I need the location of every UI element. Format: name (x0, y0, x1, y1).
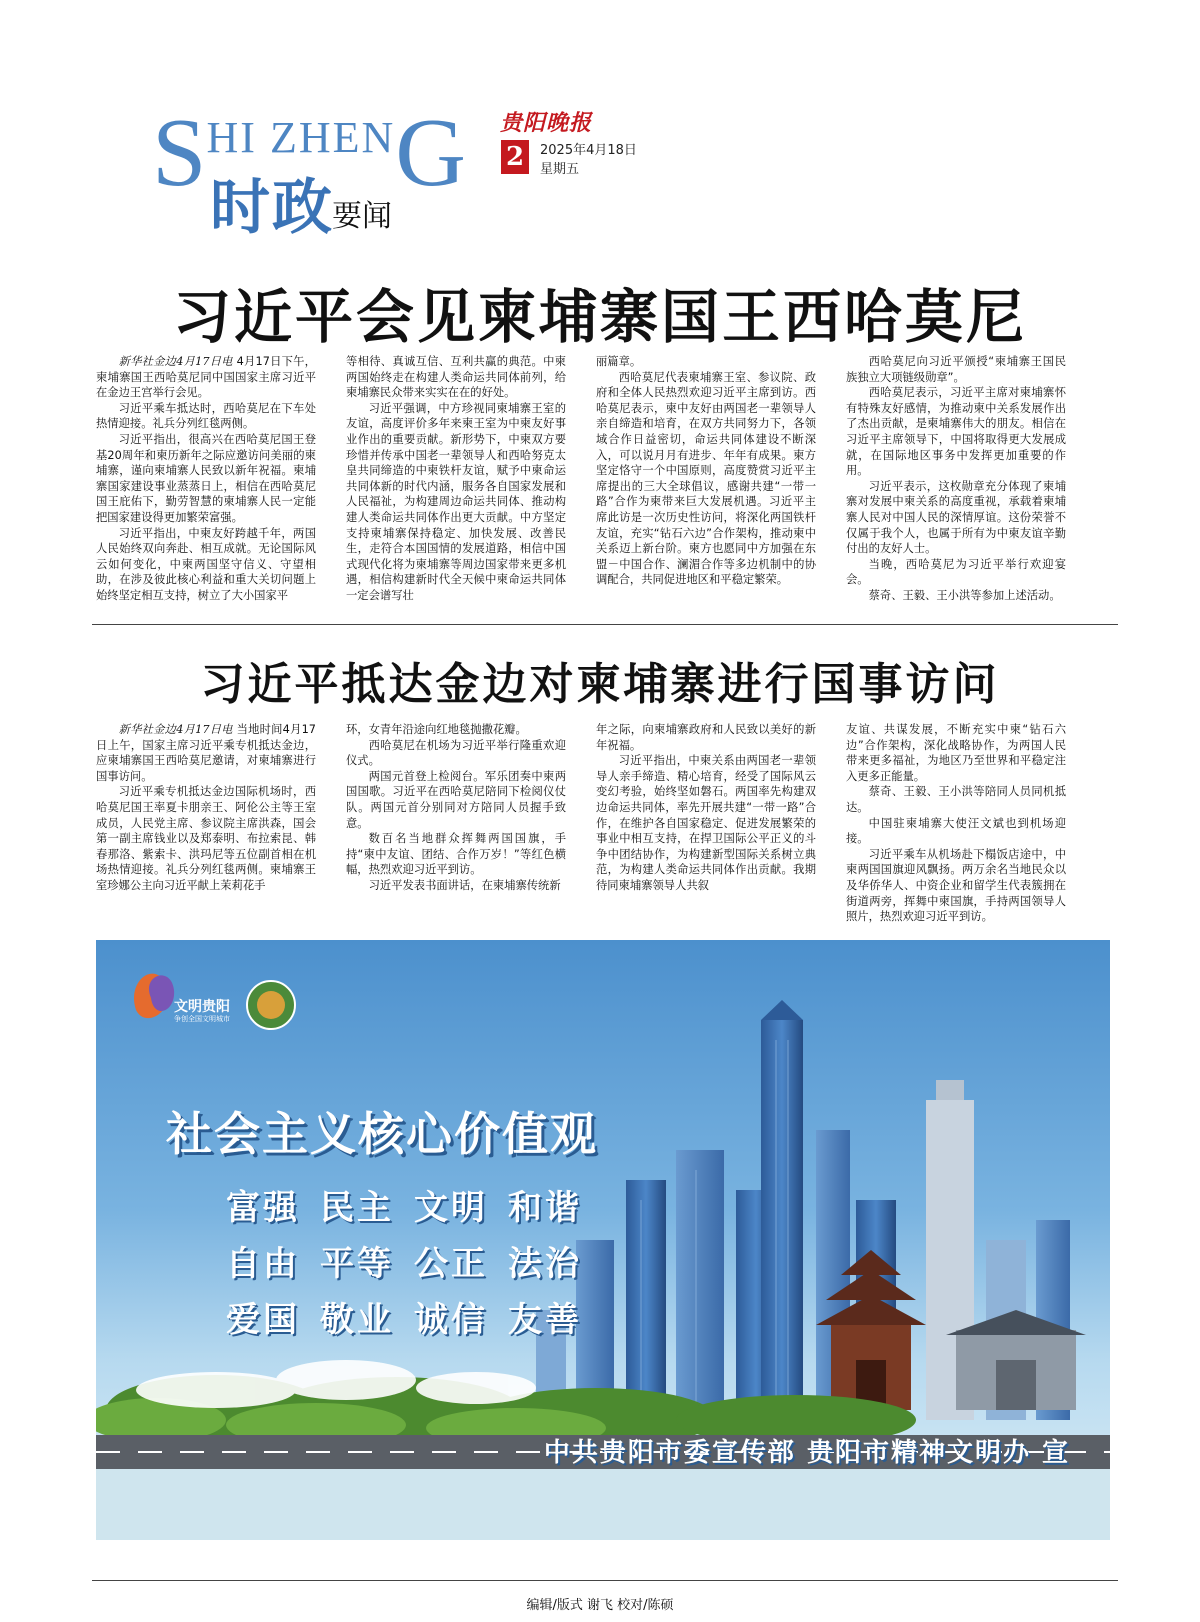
footer-divider (92, 1580, 1118, 1581)
section-title-chinese: 时政 (210, 173, 334, 243)
article-paragraph: 习近平发表书面讲话，在柬埔寨传统新 (368, 878, 561, 892)
article-paragraph: 西哈莫尼向习近平颁授“柬埔寨王国民族独立大项链级勋章”。 (846, 355, 1066, 384)
issue-date: 2025年4月18日 (540, 143, 637, 158)
core-value: 自由 (226, 1244, 300, 1284)
article-paragraph: 蔡奇、王毅、王小洪等陪同人员同机抵达。 (846, 785, 1066, 814)
article-paragraph: 习近平指出，中柬关系由两国老一辈领导人亲手缔造、精心培育，经受了国际风云变幻考验，始终坚如磐石。两国率先构建双边命运共同体，率先开展共建“一带一路”合作，在维护各自国家稳定、促进发展繁荣的事业中相互支持，在捍卫国际公平正义的斗争中团结协作，为构建新型国际关系树立典范，为构建人类命运共同体作出贡献。我期待同柬埔寨领导人共叙 (596, 754, 816, 892)
article-paragraph: 蔡奇、王毅、王小洪等参加上述活动。 (868, 588, 1061, 602)
section-divider (92, 624, 1118, 625)
article1-column-2 (346, 354, 566, 604)
article-paragraph: 习近平指出，很高兴在西哈莫尼国王登基20周年和柬历新年之际应邀访问美丽的柬埔寨，谨向柬埔寨人民致以新年祝福。柬埔寨国家建设事业蒸蒸日上，相信在西哈莫尼国王庇佑下，勤劳智慧的柬埔寨人民一定能把国家建设得更加繁荣富强。 (96, 432, 316, 524)
core-value: 公正 (414, 1244, 488, 1284)
newspaper-logo: 贵阳晚报 (500, 110, 593, 136)
article-paragraph: 数百名当地群众挥舞两国国旗，手持“柬中友谊、团结、合作万岁！”等红色横幅，热烈欢迎习近平到访。 (346, 832, 566, 877)
article2-column-4 (846, 722, 1066, 925)
core-value: 富强 (226, 1188, 300, 1228)
core-value: 诚信 (414, 1300, 488, 1340)
section-subtitle: 要闻 (332, 199, 392, 234)
article1-column-3 (596, 354, 816, 588)
poster-logo-subtext: 争创全国文明城市 (174, 1015, 230, 1023)
core-values-row-2 (226, 1236, 602, 1285)
article-paragraph: 习近平强调，中方珍视同柬埔寨王室的友谊，高度评价多年来柬王室为中柬友好事业作出的重要贡献。新形势下，中柬双方要珍惜并传承中国老一辈领导人和西哈努克太皇共同缔造的中柬铁杆友谊，赋予中柬命运共同体新的时代内涵，服务各自国家发展和人民福祉，为构建周边命运共同体、推动构建人类命运共同体作出更大贡献。中方坚定支持柬埔寨保持稳定、加快发展、改善民生，走符合本国国情的发展道路，相信中国式现代化将为柬埔寨等周边国家带来更多机遇，相信构建新时代全天候中柬命运共同体一定会谱写壮 (346, 401, 566, 602)
core-value: 平等 (320, 1244, 394, 1284)
article2-column-2 (346, 722, 566, 894)
core-value: 爱国 (226, 1300, 300, 1340)
core-value: 民主 (320, 1188, 394, 1228)
article-paragraph: 新华社金边4月17日电 4月17日下午，柬埔寨国王西哈莫尼同中国国家主席习近平在金边王宫举行会见。 (96, 355, 316, 400)
article-paragraph: 西哈莫尼代表柬埔寨王室、参议院、政府和全体人民热烈欢迎习近平主席到访。西哈莫尼表示，柬中友好由两国老一辈领导人亲自缔造和培育，在双方共同努力下，各领域合作日益密切，命运共同体建设不断深入，可以说月月有进步、年年有成果。柬方坚定恪守一个中国原则，高度赞赏习近平主席提出的三大全球倡议，感谢共建“一带一路”合作为柬带来巨大发展机遇。习近平主席此访是一次历史性访问，将深化两国铁杆友谊，充实“钻石六边”合作架构，推动柬中关系迈上新台阶。柬方也愿同中方加强在东盟－中国合作、澜湄合作等多边机制中的协调配合，共同促进地区和平稳定繁荣。 (596, 370, 816, 587)
article1-column-1 (96, 354, 316, 604)
article2-column-1 (96, 722, 316, 894)
article1-headline: 习近平会见柬埔寨国王西哈莫尼 (172, 283, 1027, 351)
core-value: 法治 (508, 1244, 582, 1284)
article-paragraph: 习近平乘车抵达时，西哈莫尼在下车处热情迎接。礼兵分列红毯两侧。 (96, 401, 316, 431)
article-paragraph: 习近平乘车从机场赴下榻饭店途中，中柬两国国旗迎风飘扬。两万余名当地民众以及华侨华人、中资企业和留学生代表簇拥在街道两旁，挥舞中柬国旗，手持两国领导人照片，热烈欢迎习近平到访。 (846, 847, 1066, 924)
poster-logo-text: 文明贵阳 (174, 999, 230, 1015)
article-paragraph: 丽篇章。 (596, 355, 642, 368)
article-paragraph: 友谊、共谋发展，不断充实中柬“钻石六边”合作架构，深化战略协作，为两国人民带来更多福祉，为地区乃至世界和平稳定注入更多正能量。 (846, 723, 1066, 783)
article-paragraph: 习近平指出，中柬友好跨越千年，两国人民始终双向奔赴、相互成就。无论国际风云如何变化，中柬两国坚守信义、守望相助，在涉及彼此核心利益和重大关切问题上始终坚定相互支持，树立了大小国家平 (96, 526, 316, 602)
article2-headline: 习近平抵达金边对柬埔寨进行国事访问 (200, 659, 1000, 710)
article-paragraph: 西哈莫尼表示，习近平主席对柬埔寨怀有特殊友好感情，为推动柬中关系发展作出了杰出贡献，是柬埔寨伟大的朋友。相信在习近平主席领导下，中国将取得更大发展成就，在国际地区事务中发挥更加重要的作用。 (846, 386, 1066, 478)
article-paragraph: 西哈莫尼在机场为习近平举行隆重欢迎仪式。 (346, 738, 566, 768)
core-values-row-3 (226, 1292, 602, 1341)
article-paragraph: 新华社金边4月17日电 当地时间4月17日上午，国家主席习近平乘专机抵达金边，应柬埔寨国王西哈莫尼邀请，对柬埔寨进行国事访问。 (96, 723, 316, 783)
article-paragraph: 习近平表示，这枚勋章充分体现了柬埔寨对发展中柬关系的高度重视，承载着柬埔寨人民对中国人民的深情厚谊。这份荣誉不仅属于我个人，也属于所有为中柬友谊辛勤付出的友好人士。 (846, 479, 1066, 556)
poster-signature: 中共贵阳市委宣传部 贵阳市精神文明办 宣 (543, 1438, 1070, 1468)
poster-title: 社会主义核心价值观 (166, 1107, 598, 1161)
article-paragraph: 当晚，西哈莫尼为习近平举行欢迎宴会。 (846, 557, 1066, 587)
article-paragraph: 两国元首登上检阅台。军乐团奏中柬两国国歌。习近平在西哈莫尼陪同下检阅仪仗队。两国元首分别同对方陪同人员握手致意。 (346, 769, 566, 830)
dateline: 新华社金边4月17日电 (118, 355, 233, 368)
core-value: 文明 (414, 1188, 488, 1228)
core-value: 和谐 (508, 1188, 582, 1228)
editor-credit: 编辑/版式 谢飞 校对/陈硕 (526, 1598, 674, 1613)
article-paragraph: 习近平乘专机抵达金边国际机场时，西哈莫尼国王率夏卡朋亲王、阿伦公主等王室成员，人民党主席、参议院主席洪森，国会第一副主席钱业以及郑泰明、布拉索昆、韩春那洛、紫索卡、洪玛尼等五位副首相在机场热情迎接。礼兵分列红毯两侧。柬埔寨王室珍娜公主向习近平献上茉莉花手 (96, 785, 316, 892)
section-title-latin: SHI ZHENG (152, 99, 467, 207)
article2-column-3 (596, 722, 816, 894)
article-paragraph: 年之际，向柬埔寨政府和人民致以美好的新年祝福。 (596, 723, 816, 752)
core-value: 友善 (508, 1300, 582, 1340)
core-values-row-1 (226, 1180, 602, 1229)
article-paragraph: 等相待、真诚互信、互利共赢的典范。中柬两国始终走在构建人类命运共同体前列，给柬埔寨民众带来实实在在的好处。 (346, 355, 566, 400)
issue-weekday: 星期五 (540, 162, 580, 177)
page-number: 2 (501, 140, 529, 174)
core-value: 敬业 (320, 1300, 394, 1340)
dateline: 新华社金边4月17日电 (118, 723, 233, 736)
core-values-poster (96, 940, 1110, 1540)
article1-column-4 (846, 354, 1066, 604)
article-paragraph: 中国驻柬埔寨大使汪文斌也到机场迎接。 (846, 816, 1066, 846)
article-paragraph: 环，女青年沿途向红地毯抛撒花瓣。 (346, 723, 527, 736)
